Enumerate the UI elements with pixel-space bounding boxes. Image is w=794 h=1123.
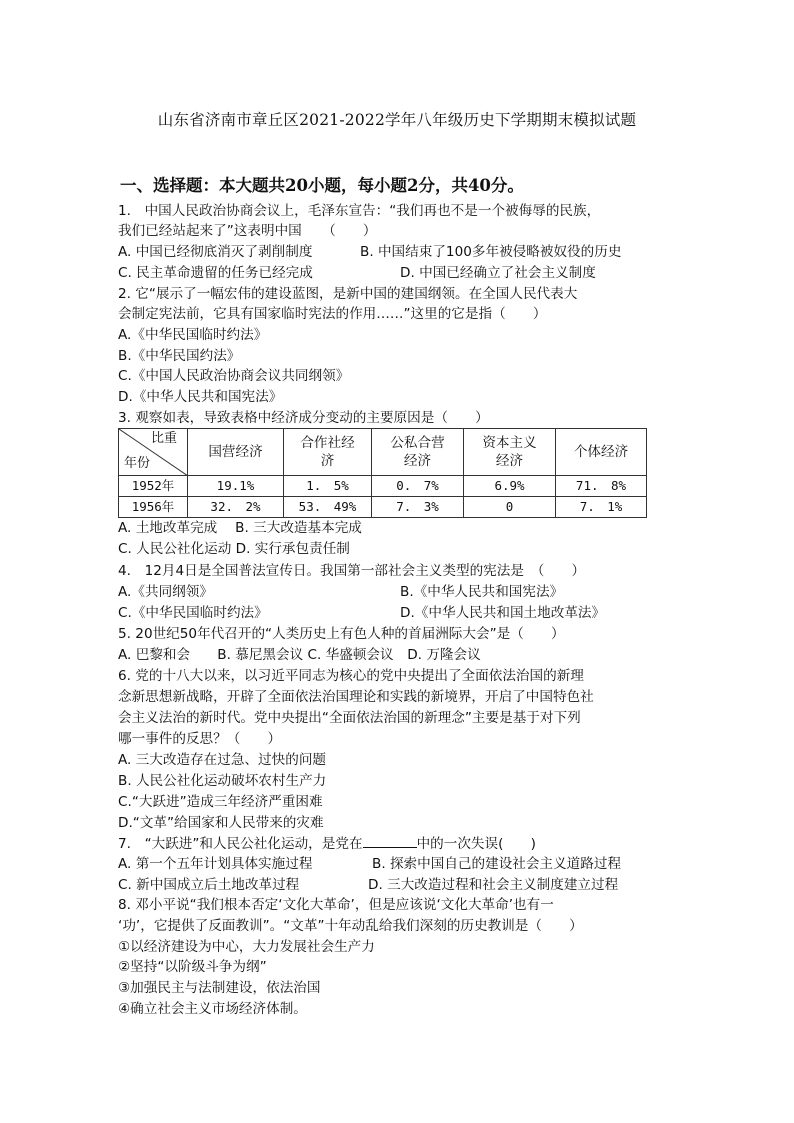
q8-item-4: ④确立社会主义市场经济体制。 <box>118 1001 307 1017</box>
q4-option-d: D.《中华人民共和国土地改革法》 <box>400 605 606 621</box>
section-heading: 一、选择题：本大题共20小题，每小题2分，共40分。 <box>120 176 524 195</box>
economy-table <box>118 428 647 518</box>
q4-stem: 4. 12月4日是全国普法宣传日。我国第一部社会主义类型的宪法是 （ ） <box>118 563 586 579</box>
q1-options-ab <box>118 242 622 262</box>
header-capitalist-economy: 资本主义 经济 <box>464 429 556 476</box>
q2-option-a: A.《中华民国临时约法》 <box>118 327 268 343</box>
q4-option-c: C.《中华民国临时约法》 <box>118 605 268 621</box>
q7-option-c: C. 新中国成立后土地改革过程 <box>118 877 300 893</box>
cell-value: 1. 5% <box>284 476 372 497</box>
cell-value: 6.9% <box>464 476 556 497</box>
q1-option-d: D. 中国已经确立了社会主义制度 <box>400 265 596 281</box>
q7-stem: 7. “大跃进”和人民公社化运动，是党在 中的一次失误( ) <box>118 833 536 854</box>
q2-stem-line1: 2. 它“展示了一幅宏伟的建设蓝图，是新中国的建国纲领。在全国人民代表大 <box>118 286 578 302</box>
q6-stem-line1: 6. 党的十八大以来，以习近平同志为核心的党中央提出了全面依法治国的新理 <box>118 668 584 684</box>
header-state-economy: 国营经济 <box>188 429 284 476</box>
q7-option-a: A. 第一个五年计划具体实施过程 <box>118 856 313 872</box>
cell-value: 0 <box>464 497 556 518</box>
table-header-row <box>119 429 647 476</box>
q6-option-c: C.“大跃进”造成三年经济严重困难 <box>118 794 323 810</box>
q8-item-3: ③加强民主与法制建设，依法治国 <box>118 980 321 996</box>
answer-blank <box>363 833 417 848</box>
q1-stem-line1: 1. 中国人民政治协商会议上，毛泽东宣告：“我们再也不是一个被侮辱的民族， <box>118 203 601 219</box>
q2-option-b: B.《中华民国约法》 <box>118 348 241 364</box>
q6-stem-line4: 哪一事件的反思？（ ） <box>118 731 282 747</box>
q7-option-b: B. 探索中国自己的建设社会主义道路过程 <box>372 856 622 872</box>
q1-stem-line2: 我们已经站起来了”这表明中国 （ ） <box>118 223 377 239</box>
q2-option-d: D.《中华人民共和国宪法》 <box>118 389 283 405</box>
q6-stem-line3: 会主义法治的新时代。党中央提出“全面依法治国的新理念”主要是基于对下列 <box>118 710 581 726</box>
table-row <box>119 476 647 497</box>
q4-option-b: B.《中华人民共和国宪法》 <box>400 584 564 600</box>
q8-stem-line2: ‘功’，它提供了反面教训”。“文革”十年动乱给我们深刻的历史教训是（ ） <box>118 918 583 934</box>
row-year: 1956年 <box>119 497 188 518</box>
table-row <box>119 497 647 518</box>
q6-option-d: D.“文革”给国家和人民带来的灾难 <box>118 815 324 831</box>
q3-stem: 3. 观察如表，导致表格中经济成分变动的主要原因是（ ） <box>118 410 489 426</box>
q4-option-a: A.《共同纲领》 <box>118 584 213 600</box>
header-individual-economy: 个体经济 <box>556 429 647 476</box>
cell-value: 7. 1% <box>556 497 647 518</box>
q7-options-ab <box>118 854 622 874</box>
corner-label-year: 年份 <box>124 456 151 471</box>
q7-option-d: D. 三大改造过程和社会主义制度建立过程 <box>368 877 619 893</box>
q8-item-2: ②坚持“以阶级斗争为纲” <box>118 959 267 975</box>
cell-value: 71. 8% <box>556 476 647 497</box>
table-corner-cell <box>119 429 188 476</box>
page-title: 山东省济南市章丘区2021-2022学年八年级历史下学期期末模拟试题 <box>157 111 637 129</box>
cell-value: 32. 2% <box>188 497 284 518</box>
header-joint-economy: 公私合营 经济 <box>372 429 464 476</box>
q5-options: A. 巴黎和会 B. 慕尼黑会议 C. 华盛顿会议 D. 万隆会议 <box>118 647 481 663</box>
q8-item-1: ①以经济建设为中心，大力发展社会生产力 <box>118 939 375 955</box>
header-cooperative-economy: 合作社经 济 <box>284 429 372 476</box>
cell-value: 7. 3% <box>372 497 464 518</box>
q3-options-cd: C. 人民公社化运动 D. 实行承包责任制 <box>118 541 350 557</box>
corner-label-ratio: 比重 <box>150 431 177 446</box>
q1-options-cd <box>118 263 596 283</box>
q4-options-ab <box>118 582 564 602</box>
q5-stem: 5. 20世纪50年代召开的“人类历史上有色人种的首届洲际大会”是（ ） <box>118 626 565 642</box>
q4-options-cd <box>118 603 606 623</box>
q1-option-b: B. 中国结束了100多年被侵略被奴役的历史 <box>360 244 622 260</box>
cell-value: 19.1% <box>188 476 284 497</box>
cell-value: 53. 49% <box>284 497 372 518</box>
q2-stem-line2: 会制定宪法前，它具有国家临时宪法的作用……”这里的它是指（ ） <box>118 306 547 322</box>
q3-options-ab: A. 土地改革完成 B. 三大改造基本完成 <box>118 520 362 536</box>
q1-option-a: A. 中国已经彻底消灭了剥削制度 <box>118 244 313 260</box>
q1-option-c: C. 民主革命遗留的任务已经完成 <box>118 265 313 281</box>
q6-option-a: A. 三大改造存在过急、过快的问题 <box>118 752 327 768</box>
q6-option-b: B. 人民公社化运动破坏农村生产力 <box>118 773 327 789</box>
q2-option-c: C.《中国人民政治协商会议共同纲领》 <box>118 368 350 384</box>
row-year: 1952年 <box>119 476 188 497</box>
q7-options-cd <box>118 875 619 895</box>
q8-stem-line1: 8. 邓小平说“我们根本否定‘文化大革命’，但是应该说‘文化大革命’也有一 <box>118 897 554 913</box>
cell-value: 0. 7% <box>372 476 464 497</box>
q6-stem-line2: 念新思想新战略，开辟了全面依法治国理论和实践的新境界，开启了中国特色社 <box>118 689 594 705</box>
